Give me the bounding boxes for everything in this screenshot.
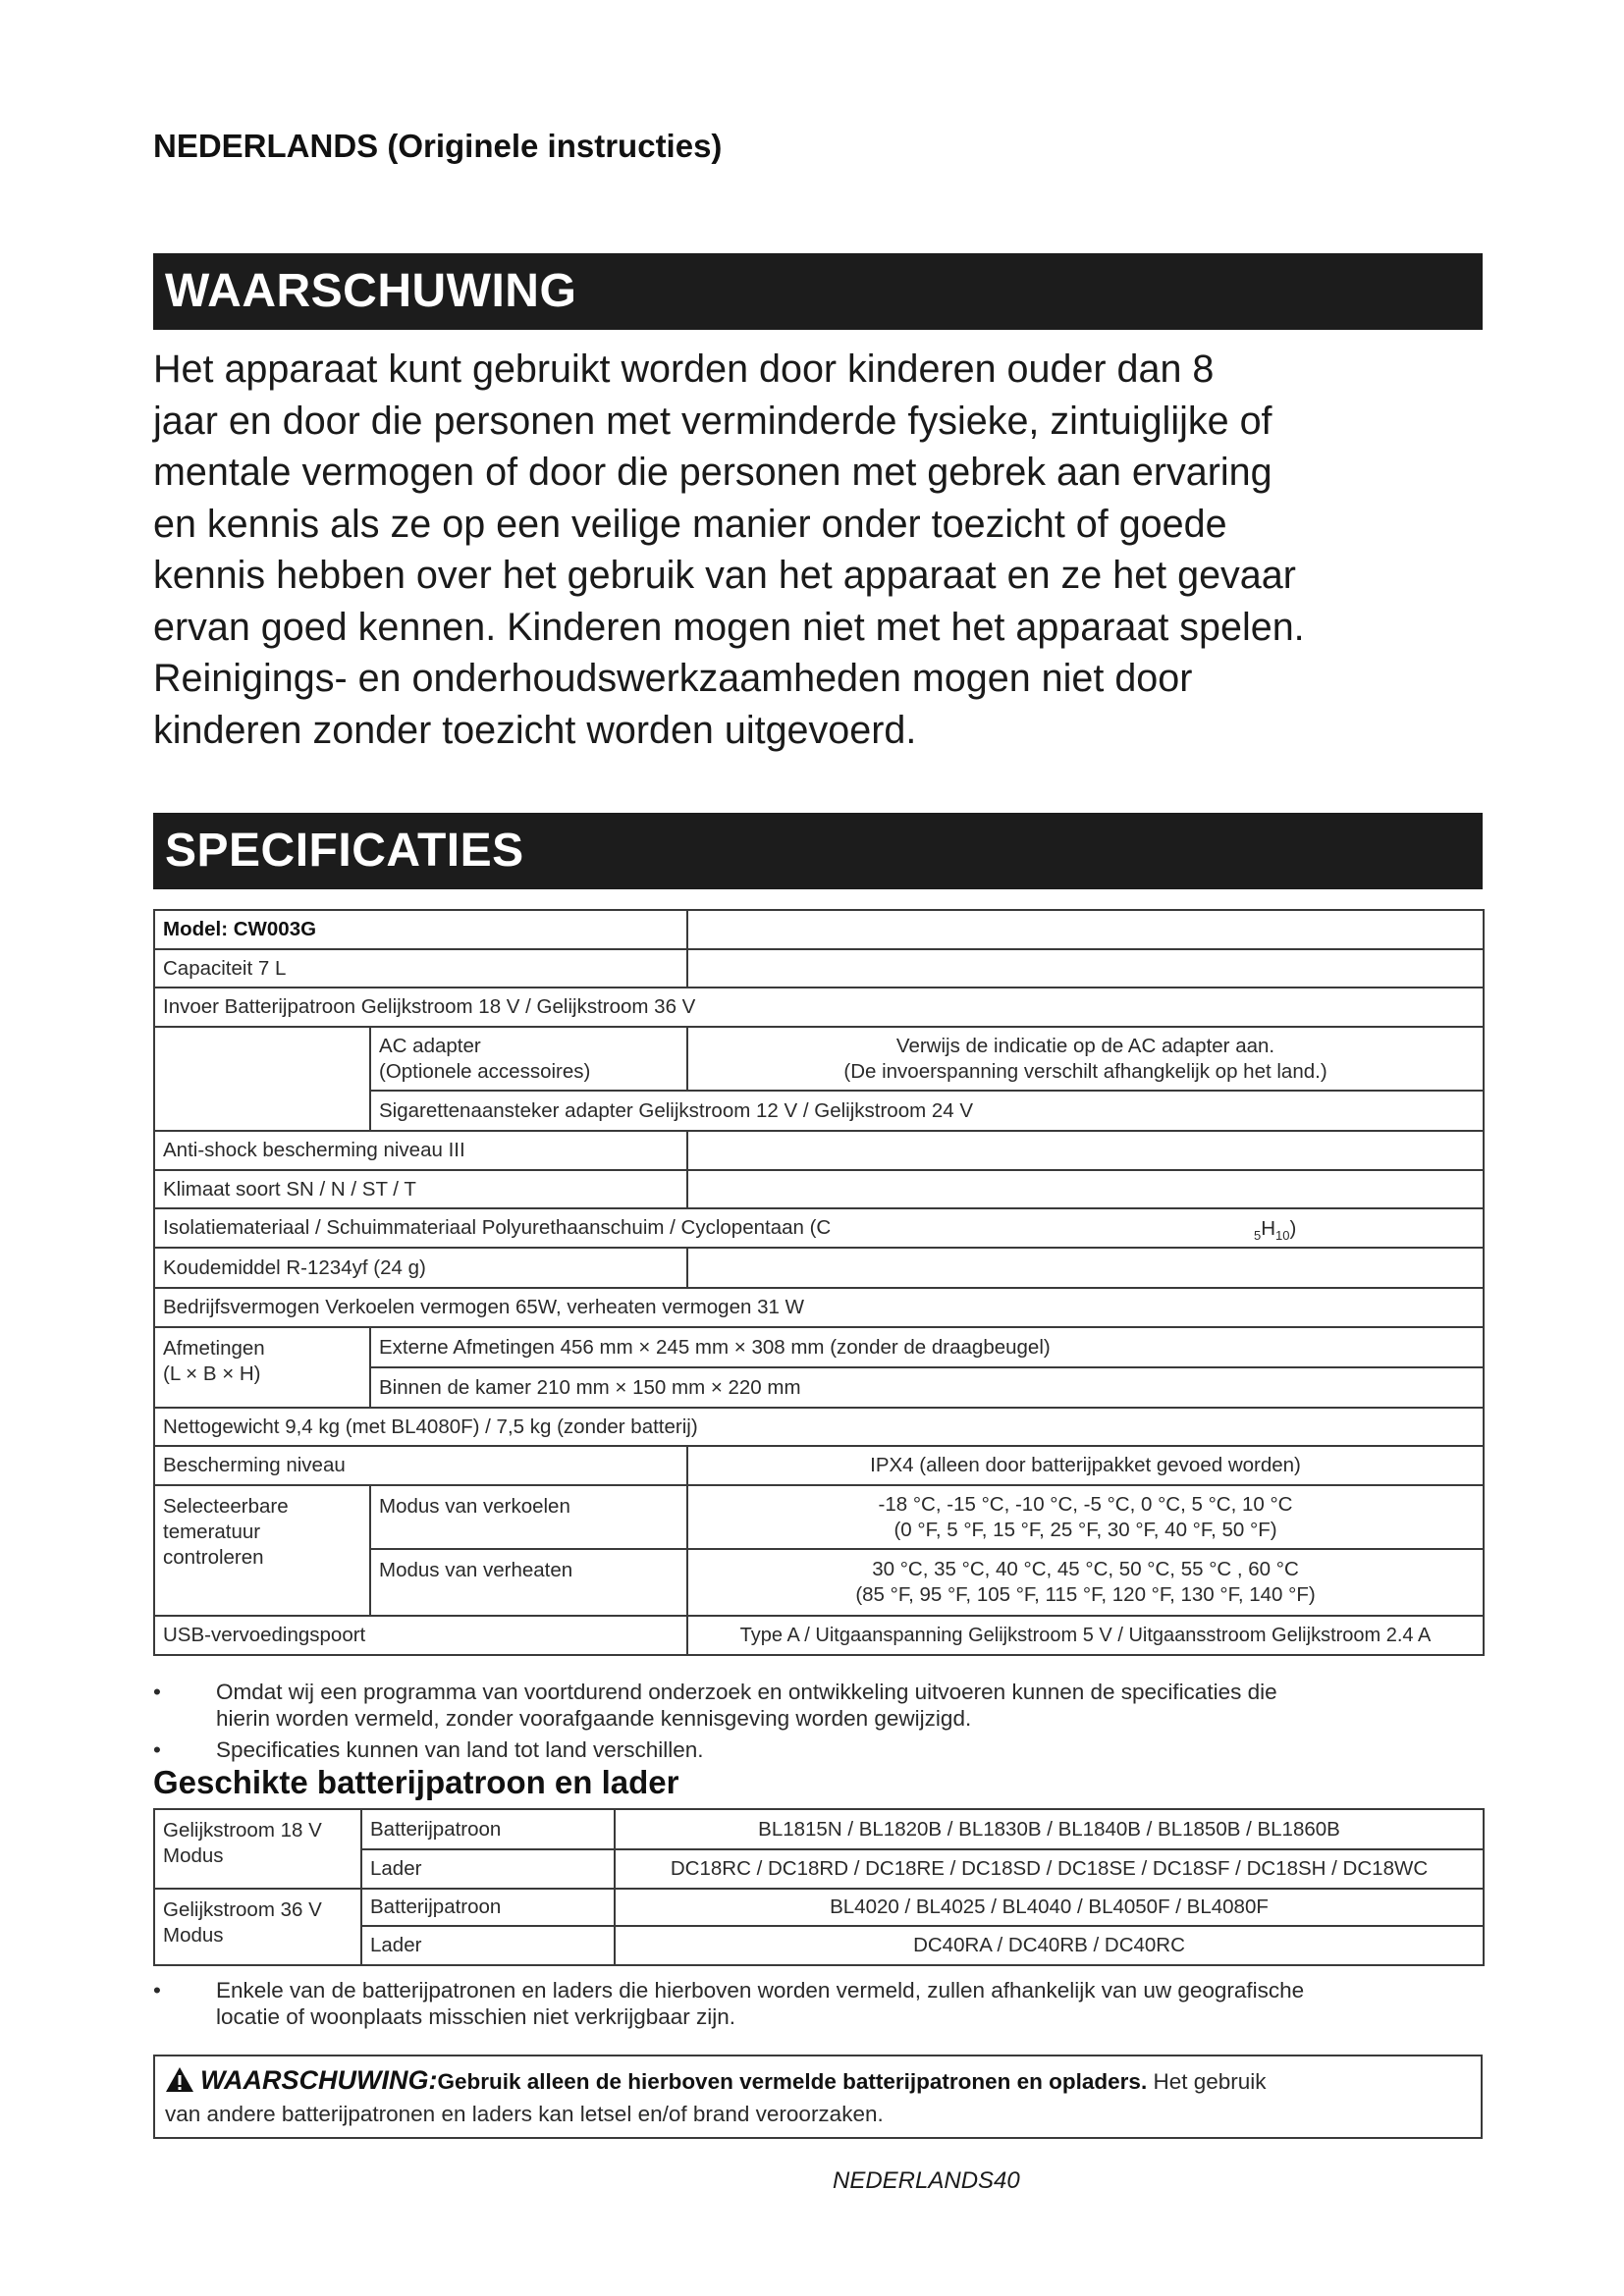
input-cell: Invoer Batterijpatroon Gelijkstroom 18 V / Gelijkstroom 36 V xyxy=(154,988,1484,1027)
warning-line: kennis hebben over het gebruik van het apparaat en ze het gevaar xyxy=(153,554,1296,597)
empty-cell xyxy=(687,910,1484,949)
warning-box-line xyxy=(165,2066,1471,2100)
empty-cell xyxy=(687,949,1484,988)
warning-line: mentale vermogen of door die personen met gebrek aan ervaring xyxy=(153,451,1272,494)
empty-cell xyxy=(154,1027,370,1131)
table-row xyxy=(154,1809,1484,1849)
page-footer: NEDERLANDS40 xyxy=(833,2167,1020,2194)
ac-adapter-value-line: (De invoerspanning verschilt afhangkelijk op het land.) xyxy=(843,1059,1327,1083)
warning-box-line: van andere batterijpatronen en laders kan letsel en/of brand veroorzaken. xyxy=(165,2102,884,2126)
note-text xyxy=(216,1977,1492,2030)
battery-note xyxy=(153,1977,1489,2032)
mode-line: Modus xyxy=(163,1844,224,1867)
type-cell: Batterijpatroon xyxy=(361,1809,615,1849)
warning-line: en kennis als ze op een veilige manier onder toezicht of goede xyxy=(153,502,1227,546)
warning-line: Reinigings- en onderhoudswerkzaamheden mogen niet door xyxy=(153,657,1193,700)
warning-line: ervan goed kennen. Kinderen mogen niet met het apparaat spelen. xyxy=(153,605,1305,649)
dimensions-label-line: (L × B × H) xyxy=(163,1362,261,1385)
note-text xyxy=(216,1679,1492,1732)
selectable-label-line: temeratuur xyxy=(163,1521,261,1543)
insulation-text: Isolatiemateriaal / Schuimmateriaal Polyurethaanschuim / Cyclopentaan (C xyxy=(163,1216,832,1239)
table-row xyxy=(154,1889,1484,1926)
formula-bracket: ) xyxy=(1289,1217,1297,1240)
battery-section-title: Geschikte batterijpatroon en lader xyxy=(153,1764,679,1800)
mode-line: Modus xyxy=(163,1924,224,1947)
table-row xyxy=(154,949,1484,988)
battery-warning-box xyxy=(153,2055,1483,2139)
type-cell: Lader xyxy=(361,1926,615,1965)
cooling-values-line: -18 °C, -15 °C, -10 °C, -5 °C, 0 °C, 5 °C, 10 °C xyxy=(878,1492,1293,1516)
models-cell: BL4020 / BL4025 / BL4040 / BL4050F / BL4080F xyxy=(615,1889,1484,1926)
mode-line: Gelijkstroom 36 V xyxy=(163,1898,322,1921)
table-row xyxy=(154,1408,1484,1446)
formula-subscript: 5 xyxy=(1254,1228,1262,1244)
warning-label: WAARSCHUWING: xyxy=(200,2065,438,2095)
table-row xyxy=(154,1288,1484,1327)
insulation-cell xyxy=(154,1208,1484,1248)
models-cell: BL1815N / BL1820B / BL1830B / BL1840B / BL1850B / BL1860B xyxy=(615,1809,1484,1849)
cooling-mode-label: Modus van verkoelen xyxy=(370,1485,687,1549)
heating-values xyxy=(687,1549,1484,1616)
spec-note-2 xyxy=(153,1736,1489,1763)
selectable-temperature-label xyxy=(154,1485,370,1616)
cooling-values xyxy=(687,1485,1484,1549)
antishock-cell: Anti-shock bescherming niveau III xyxy=(154,1131,687,1170)
warning-line: kinderen zonder toezicht worden uitgevoerd. xyxy=(153,708,917,752)
specifications-banner: SPECIFICATIES xyxy=(153,813,1483,889)
models-cell: DC40RA / DC40RB / DC40RC xyxy=(615,1926,1484,1965)
ac-adapter-value xyxy=(687,1027,1484,1091)
table-row xyxy=(154,1485,1484,1549)
selectable-label-line: controleren xyxy=(163,1546,264,1569)
formula-subscript: 10 xyxy=(1275,1228,1290,1244)
language-title: NEDERLANDS (Originele instructies) xyxy=(153,128,723,164)
cooling-values-line: (0 °F, 5 °F, 15 °F, 25 °F, 30 °F, 40 °F, 50 °F) xyxy=(893,1518,1277,1541)
usb-label: USB-vervoedingspoort xyxy=(154,1616,687,1655)
table-row xyxy=(154,1170,1484,1208)
heating-values-line: (85 °F, 95 °F, 105 °F, 115 °F, 120 °F, 130 °F, 140 °F) xyxy=(855,1583,1316,1606)
empty-cell xyxy=(687,1170,1484,1208)
model-cell: Model: CW003G xyxy=(154,910,687,949)
ac-adapter-value-line: Verwijs de indicatie op de AC adapter aan. xyxy=(895,1034,1275,1057)
mode-line: Gelijkstroom 18 V xyxy=(163,1819,322,1842)
note-line: Omdat wij een programma van voortdurend onderzoek en ontwikkeling uitvoeren kunnen de specificaties die xyxy=(216,1680,1277,1704)
note-text: Specificaties kunnen van land tot land verschillen. xyxy=(216,1737,704,1762)
protection-label: Bescherming niveau xyxy=(154,1446,687,1485)
table-row xyxy=(154,1616,1484,1655)
ac-adapter-label-line: (Optionele accessoires) xyxy=(379,1059,591,1083)
refrigerant-cell: Koudemiddel R-1234yf (24 g) xyxy=(154,1248,687,1288)
note-line: locatie of woonplaats misschien niet verkrijgbaar zijn. xyxy=(216,2004,736,2029)
ac-adapter-label xyxy=(370,1027,687,1091)
battery-table xyxy=(153,1808,1485,1966)
warning-normal-text: Het gebruik xyxy=(1147,2069,1267,2094)
mode-cell xyxy=(154,1809,361,1889)
operating-power-cell: Bedrijfsvermogen Verkoelen vermogen 65W, verheaten vermogen 31 W xyxy=(154,1288,1484,1327)
table-row xyxy=(154,1208,1484,1248)
type-cell: Lader xyxy=(361,1849,615,1889)
bullet-dot: • xyxy=(153,1978,161,2002)
note-line: hierin worden vermeld, zonder voorafgaande kennisgeving worden gewijzigd. xyxy=(216,1706,972,1731)
dimensions-external-cell: Externe Afmetingen 456 mm × 245 mm × 308 mm (zonder de draagbeugel) xyxy=(370,1327,1484,1367)
cigarette-adapter-cell: Sigarettenaansteker adapter Gelijkstroom 12 V / Gelijkstroom 24 V xyxy=(370,1091,1484,1131)
table-row xyxy=(154,1248,1484,1288)
heating-mode-label: Modus van verheaten xyxy=(370,1549,687,1616)
type-cell: Batterijpatroon xyxy=(361,1889,615,1926)
warning-line: jaar en door die personen met verminderde fysieke, zintuiglijke of xyxy=(153,399,1272,443)
dimensions-label xyxy=(154,1327,370,1408)
table-row xyxy=(154,988,1484,1027)
net-weight-cell: Nettogewicht 9,4 kg (met BL4080F) / 7,5 kg (zonder batterij) xyxy=(154,1408,1484,1446)
empty-cell xyxy=(687,1248,1484,1288)
bullet-dot: • xyxy=(153,1680,161,1704)
warning-paragraph xyxy=(153,344,1508,756)
insulation-formula xyxy=(1254,1216,1296,1249)
usb-value: Type A / Uitgaanspanning Gelijkstroom 5 V / Uitgaansstroom Gelijkstroom 2.4 A xyxy=(687,1616,1484,1655)
bullet-dot: • xyxy=(153,1737,161,1762)
empty-cell xyxy=(687,1131,1484,1170)
warning-line: Het apparaat kunt gebruikt worden door kinderen ouder dan 8 xyxy=(153,347,1215,391)
warning-triangle-icon xyxy=(165,2066,194,2100)
table-row xyxy=(154,910,1484,949)
selectable-label-line: Selecteerbare xyxy=(163,1495,289,1518)
warning-bold-text: Gebruik alleen de hierboven vermelde batterijpatronen en opladers. xyxy=(437,2069,1148,2094)
table-row xyxy=(154,1131,1484,1170)
models-cell: DC18RC / DC18RD / DC18RE / DC18SD / DC18SE / DC18SF / DC18SH / DC18WC xyxy=(615,1849,1484,1889)
ac-adapter-label-line: AC adapter xyxy=(379,1034,481,1057)
dimensions-internal-cell: Binnen de kamer 210 mm × 150 mm × 220 mm xyxy=(370,1367,1484,1408)
warning-banner: WAARSCHUWING xyxy=(153,253,1483,330)
dimensions-label-line: Afmetingen xyxy=(163,1337,265,1360)
note-line: Enkele van de batterijpatronen en laders die hierboven worden vermeld, zullen afhankelijk van uw geografische xyxy=(216,1978,1305,2002)
formula-element: H xyxy=(1261,1217,1276,1240)
protection-value: IPX4 (alleen door batterijpakket gevoed worden) xyxy=(687,1446,1484,1485)
capacity-cell: Capaciteit 7 L xyxy=(154,949,687,988)
table-row xyxy=(154,1327,1484,1367)
spec-note-1 xyxy=(153,1679,1489,1732)
mode-cell xyxy=(154,1889,361,1965)
table-row xyxy=(154,1027,1484,1091)
specifications-table xyxy=(153,909,1485,1656)
table-row xyxy=(154,1446,1484,1485)
heating-values-line: 30 °C, 35 °C, 40 °C, 45 °C, 50 °C, 55 °C , 60 °C xyxy=(872,1558,1299,1580)
climate-cell: Klimaat soort SN / N / ST / T xyxy=(154,1170,687,1208)
